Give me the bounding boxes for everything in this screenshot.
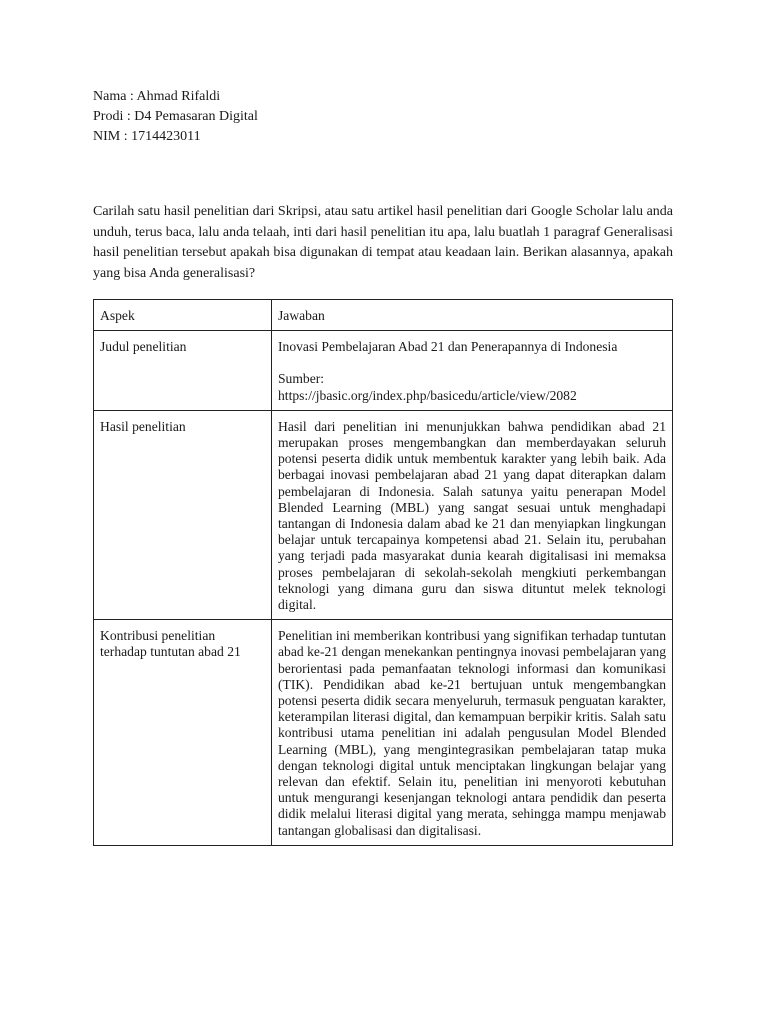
table-row-kontribusi	[94, 620, 673, 846]
source-link[interactable]: https://jbasic.org/index.php/basicedu/article/view/2082	[278, 387, 577, 403]
jawaban-hasil: Hasil dari penelitian ini menunjukkan bahwa pendidikan abad 21 merupakan proses mengembangkan dan memberdayakan seluruh potensi peserta didik untuk membentuk karakter yang lebih baik. Ada berbagai inovasi pembelajaran abad 21 yang dapat diterapkan dalam pembelajaran di Indonesia. Salah satunya yaitu penerapan Model Blended Learning (MBL) yang sangat sesuai untuk menghadapi tantangan di Indonesia dalam abad ke 21 dan menyiapkan lingkungan belajar untuk tercapainya kompetensi abad 21. Selain itu, perubahan yang terjadi pada masyarakat dunia kearah digitalisasi ini memaksa proses pembelajaran di sekolah-sekolah mengkiuti perkembangan teknologi yang dimana guru dan siswa dituntut melek teknologi digital.	[272, 410, 673, 619]
jawaban-judul	[272, 331, 673, 411]
student-id: NIM : 1714423011	[93, 129, 201, 144]
aspek-hasil: Hasil penelitian	[94, 410, 272, 619]
student-program: Prodi : D4 Pemasaran Digital	[93, 109, 258, 124]
research-table	[93, 299, 673, 846]
table-row-hasil	[94, 410, 673, 619]
assignment-instructions: Carilah satu hasil penelitian dari Skripsi, atau satu artikel hasil penelitian dari Google Scholar lalu anda unduh, terus baca, lalu anda telaah, inti dari hasil penelitian itu apa, lalu buatlah 1 paragraf Generalisasi hasil penelitian tersebut apakah bisa digunakan di tempat atau keadaan lain. Berikan alasannya, apakah yang bisa Anda generalisasi?	[93, 204, 674, 281]
table-header-row	[94, 300, 673, 331]
student-info	[93, 87, 258, 147]
student-name: Nama : Ahmad Rifaldi	[93, 89, 221, 104]
source-label: Sumber:	[278, 371, 325, 387]
jawaban-kontribusi: Penelitian ini memberikan kontribusi yang signifikan terhadap tuntutan abad ke-21 dengan menekankan pentingnya inovasi pembelajaran yang berorientasi pada pemanfaatan teknologi informasi dan komunikasi (TIK). Pendidikan abad ke-21 bertujuan untuk mengembangkan potensi peserta didik secara menyeluruh, termasuk penguatan karakter, keterampilan literasi digital, dan kemampuan berpikir kritis. Salah satu kontribusi utama penelitian ini adalah pengusulan Model Blended Learning (MBL), yang mengintegrasikan pembelajaran tatap muka dengan teknologi digital untuk menciptakan lingkungan belajar yang relevan dan efektif. Selain itu, penelitian ini menyoroti kebutuhan untuk mengurangi kesenjangan teknologi antara pendidik dan peserta didik melalui literasi digital yang merata, sehingga mampu menjawab tantangan globalisasi dan digitalisasi.	[272, 620, 673, 846]
header-jawaban: Jawaban	[272, 300, 673, 331]
research-title: Inovasi Pembelajaran Abad 21 dan Penerapannya di Indonesia	[278, 339, 618, 355]
aspek-kontribusi: Kontribusi penelitian terhadap tuntutan abad 21	[94, 620, 272, 846]
header-aspek: Aspek	[94, 300, 272, 331]
aspek-judul: Judul penelitian	[94, 331, 272, 411]
table-row-judul	[94, 331, 673, 411]
